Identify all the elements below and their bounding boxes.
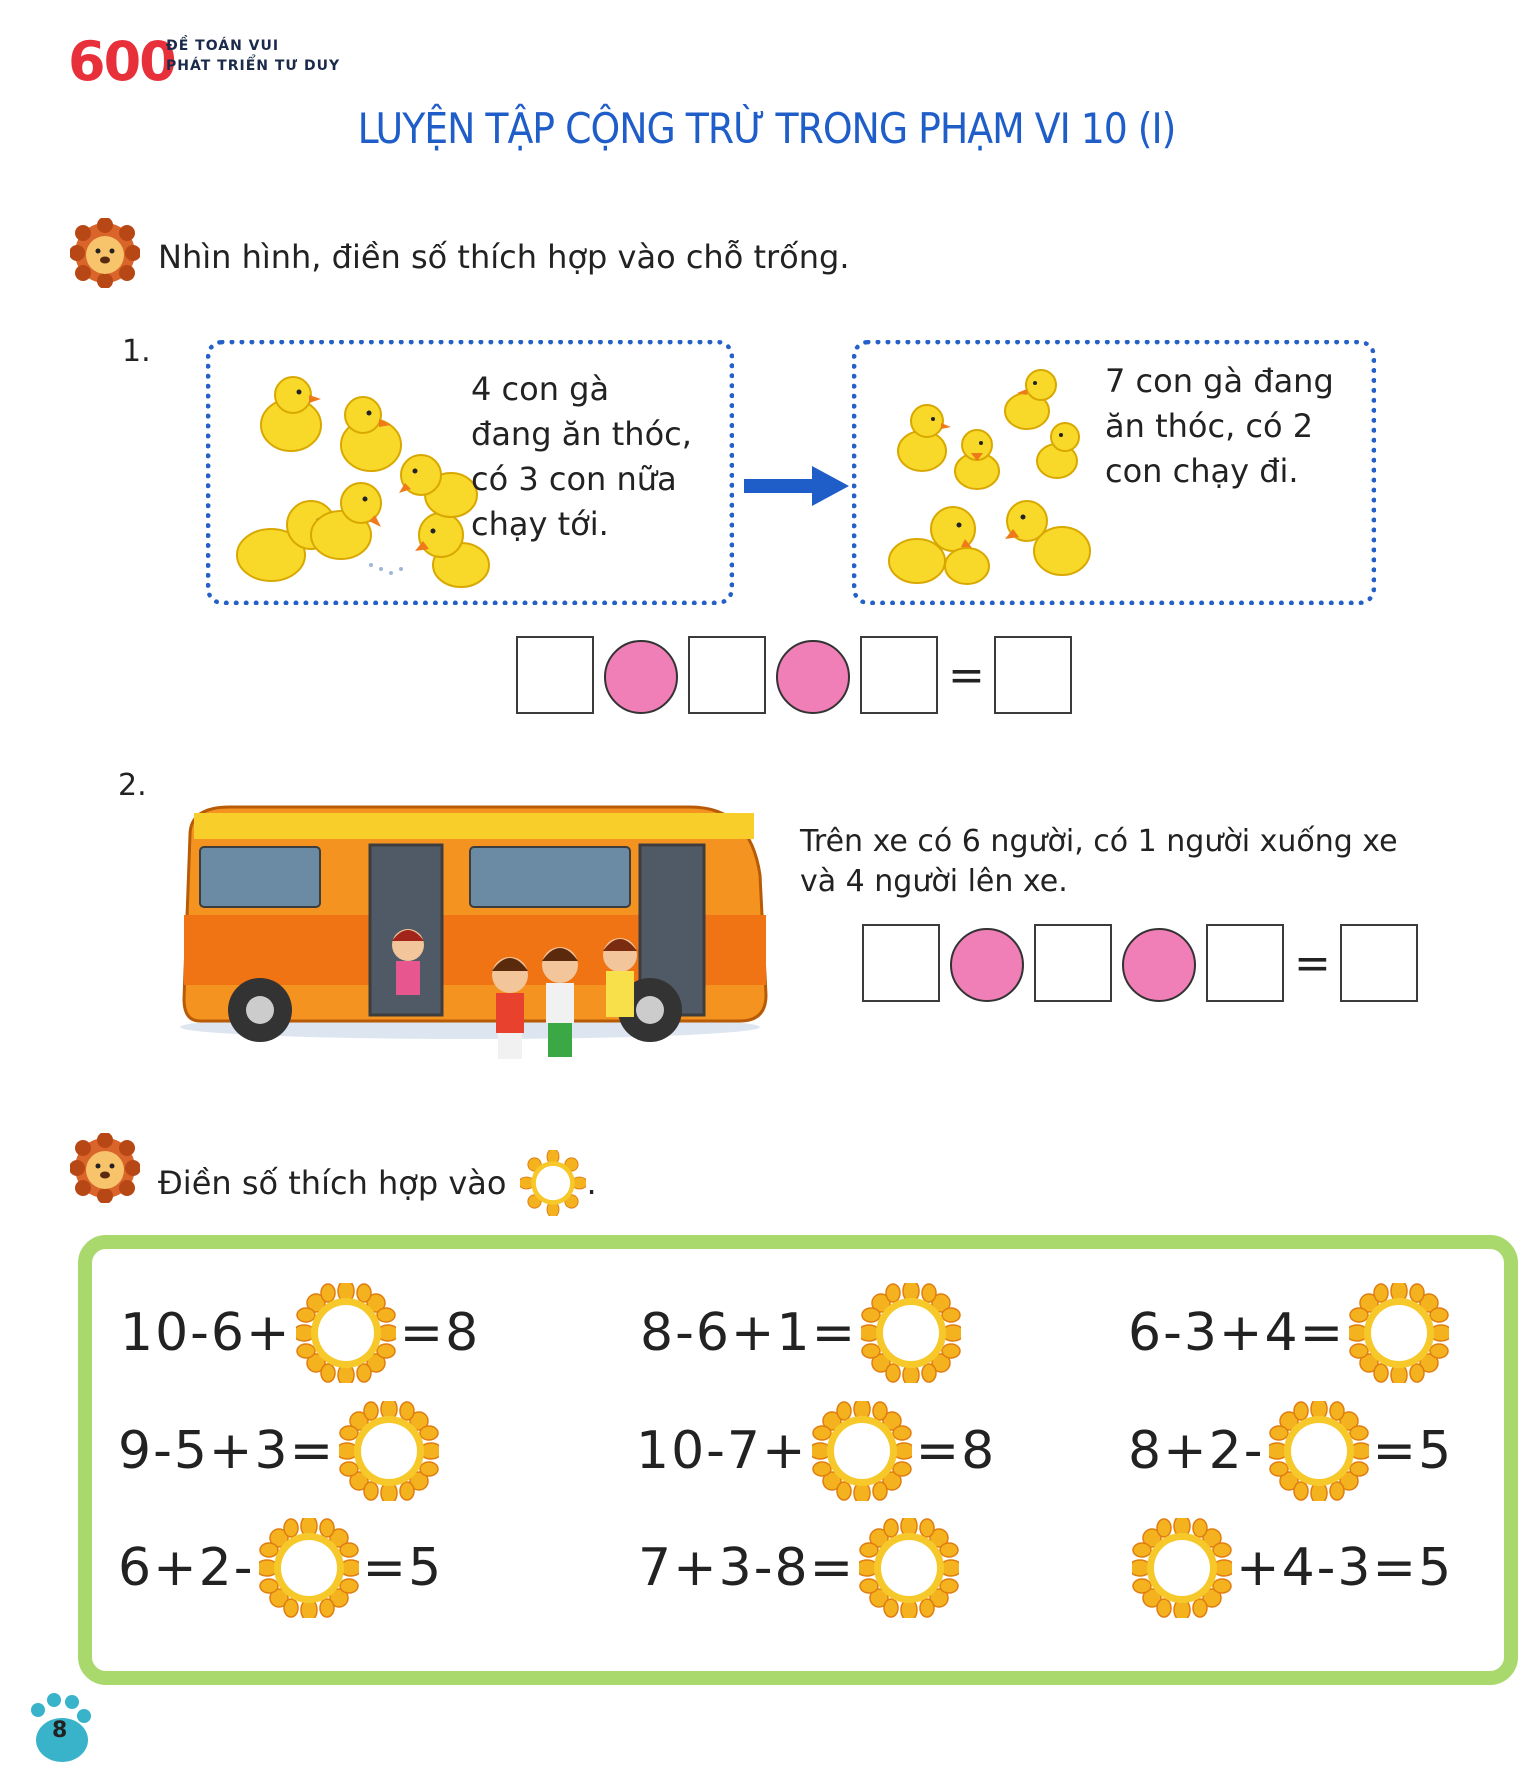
logo-number: 600 xyxy=(68,30,175,93)
chick-1 xyxy=(261,377,321,451)
page-number: 8 xyxy=(52,1718,68,1743)
question-2-text xyxy=(800,822,1398,902)
expression-text-before: 7+3-8= xyxy=(638,1538,856,1598)
expression-text-after: =5 xyxy=(1372,1421,1454,1481)
arrow-right-icon xyxy=(744,466,849,506)
answer-box[interactable] xyxy=(1340,924,1418,1002)
answer-box[interactable] xyxy=(1206,924,1284,1002)
operator-circle[interactable] xyxy=(604,640,678,714)
question-1-box-2-text xyxy=(1105,359,1334,494)
expression-text-before: 9-5+3= xyxy=(118,1421,336,1481)
flower-answer-blank[interactable] xyxy=(339,1401,439,1501)
flower-answer-blank[interactable] xyxy=(296,1283,396,1383)
flower-answer-blank[interactable] xyxy=(859,1518,959,1618)
flower-answer-blank[interactable] xyxy=(1269,1401,1369,1501)
exercise-9 xyxy=(1128,1518,1453,1618)
exercise-8 xyxy=(638,1518,963,1618)
text-line: 7 con gà đang xyxy=(1105,362,1334,400)
expression-text-before: 6+2- xyxy=(118,1538,255,1598)
instruction-2 xyxy=(158,1150,597,1216)
expression-text-before: 8-6+1= xyxy=(640,1303,858,1363)
question-1-box-1-text xyxy=(471,367,692,547)
logo-line-2: PHÁT TRIỂN TƯ DUY xyxy=(166,58,341,74)
question-1-box-2 xyxy=(852,340,1376,605)
question-1-box-1 xyxy=(206,340,734,605)
flower-answer-blank[interactable] xyxy=(1349,1283,1449,1383)
expression-text-after: =5 xyxy=(362,1538,444,1598)
text-line: con chạy đi. xyxy=(1105,452,1299,490)
answer-box[interactable] xyxy=(1034,924,1112,1002)
exercise-1 xyxy=(120,1283,480,1383)
logo-line-1: ĐỀ TOÁN VUI xyxy=(166,38,280,54)
expression-text-after: =8 xyxy=(399,1303,481,1363)
flower-icon xyxy=(520,1150,586,1216)
book-logo xyxy=(68,30,368,93)
flower-answer-blank[interactable] xyxy=(1132,1518,1232,1618)
answer-box[interactable] xyxy=(862,924,940,1002)
exercise-4 xyxy=(118,1401,443,1501)
answer-box[interactable] xyxy=(860,636,938,714)
question-1-number: 1. xyxy=(122,334,151,369)
instruction-1: Nhìn hình, điền số thích hợp vào chỗ trống. xyxy=(158,238,850,276)
answer-box[interactable] xyxy=(516,636,594,714)
bus-illustration xyxy=(170,795,770,1095)
exercise-7 xyxy=(118,1518,443,1618)
text-line: Trên xe có 6 người, có 1 người xuống xe xyxy=(800,824,1398,859)
operator-circle[interactable] xyxy=(1122,928,1196,1002)
exercise-3 xyxy=(1128,1283,1453,1383)
answer-box[interactable] xyxy=(688,636,766,714)
flower-answer-blank[interactable] xyxy=(812,1401,912,1501)
text-line: và 4 người lên xe. xyxy=(800,864,1068,899)
expression-text-before: 8+2- xyxy=(1128,1421,1265,1481)
instruction-2-period: . xyxy=(586,1164,597,1202)
equals-sign: = xyxy=(948,650,985,701)
text-line: có 3 con nữa xyxy=(471,460,677,498)
text-line: ăn thóc, có 2 xyxy=(1105,407,1314,445)
expression-text-before: 6-3+4= xyxy=(1128,1303,1346,1363)
expression-text-after: +4-3=5 xyxy=(1236,1538,1454,1598)
question-2-number: 2. xyxy=(118,768,147,803)
expression-text-before: 10-7+ xyxy=(636,1421,808,1481)
chicks-illustration xyxy=(877,361,1117,591)
text-line: 4 con gà xyxy=(471,370,610,408)
equals-sign: = xyxy=(1294,938,1331,989)
answer-box[interactable] xyxy=(994,636,1072,714)
text-line: chạy tới. xyxy=(471,505,609,543)
expression-text-before: 10-6+ xyxy=(120,1303,292,1363)
exercise-6 xyxy=(1128,1401,1453,1501)
exercise-5 xyxy=(636,1401,996,1501)
expression-text-after: =8 xyxy=(915,1421,997,1481)
page-title: LUYỆN TẬP CỘNG TRỪ TRONG PHẠM VI 10 (I) xyxy=(357,104,1176,153)
text-line: đang ăn thóc, xyxy=(471,415,692,453)
chicks-illustration xyxy=(231,355,501,595)
exercise-2 xyxy=(640,1283,965,1383)
lion-icon xyxy=(70,1133,140,1203)
operator-circle[interactable] xyxy=(950,928,1024,1002)
operator-circle[interactable] xyxy=(776,640,850,714)
instruction-2-text: Điền số thích hợp vào xyxy=(158,1164,507,1202)
flower-answer-blank[interactable] xyxy=(259,1518,359,1618)
lion-icon xyxy=(70,218,140,288)
flower-answer-blank[interactable] xyxy=(861,1283,961,1383)
